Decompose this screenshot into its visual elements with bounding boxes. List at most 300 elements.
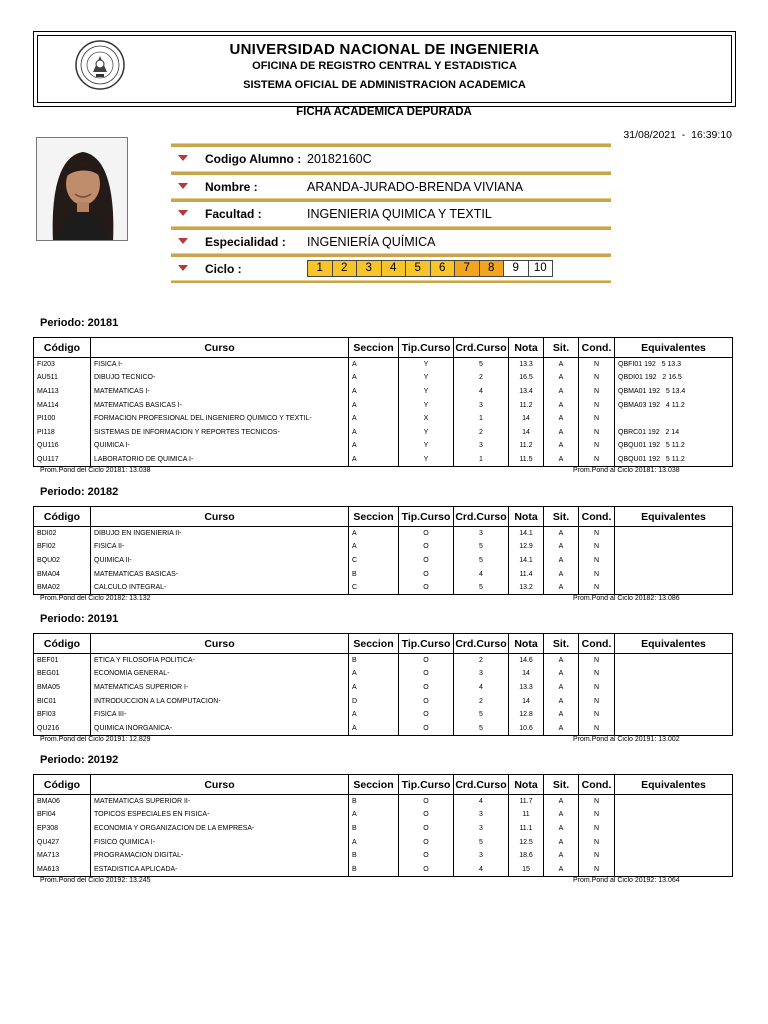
condicion-cell: N: [579, 667, 615, 681]
nota-cell: 13.3: [509, 681, 544, 695]
seccion-cell: A: [349, 835, 399, 849]
codigo-cell: BQU02: [34, 554, 91, 568]
equivalentes-cell: [615, 849, 733, 863]
equivalentes-cell: QBQU01 192 5 11.2: [615, 439, 733, 453]
table-row: [34, 398, 733, 412]
tipo-header: Tip.Curso: [399, 338, 454, 358]
nota-cell: 12.5: [509, 835, 544, 849]
codigo-cell: BFI04: [34, 808, 91, 822]
codigo-cell: BMA05: [34, 681, 91, 695]
condicion-header: Cond.: [579, 507, 615, 527]
seccion-header: Seccion: [349, 338, 399, 358]
ciclo-label: Ciclo :: [205, 262, 242, 276]
tipo-header: Tip.Curso: [399, 775, 454, 795]
tipo-cell: Y: [399, 439, 454, 453]
situacion-cell: A: [544, 540, 579, 554]
tipo-cell: O: [399, 835, 454, 849]
triangle-bullet-icon: [178, 155, 188, 161]
situacion-cell: A: [544, 822, 579, 836]
tipo-cell: Y: [399, 453, 454, 467]
nota-cell: 18.6: [509, 849, 544, 863]
grades-table: [33, 506, 733, 595]
curso-cell: FORMACION PROFESIONAL DEL INGENIERO QUIMICO Y TEXTIL-: [91, 412, 349, 426]
condicion-cell: N: [579, 358, 615, 372]
situacion-header: Sit.: [544, 507, 579, 527]
tipo-header: Tip.Curso: [399, 507, 454, 527]
condicion-cell: N: [579, 385, 615, 399]
table-row: [34, 822, 733, 836]
creditos-cell: 4: [454, 795, 509, 809]
grades-table: [33, 633, 733, 736]
situacion-cell: A: [544, 721, 579, 735]
ciclo-box: 2: [332, 260, 358, 277]
curso-cell: QUIMICA I-: [91, 439, 349, 453]
codigo-cell: MA114: [34, 398, 91, 412]
creditos-cell: 4: [454, 862, 509, 876]
seccion-cell: B: [349, 567, 399, 581]
condicion-cell: N: [579, 540, 615, 554]
table-header-row: [34, 634, 733, 654]
codigo-header: Código: [34, 634, 91, 654]
facultad-label: Facultad :: [205, 207, 262, 221]
equivalentes-cell: [615, 554, 733, 568]
table-row: [34, 849, 733, 863]
situacion-cell: A: [544, 694, 579, 708]
ciclo-box: 1: [307, 260, 333, 277]
curso-cell: FISICA II-: [91, 540, 349, 554]
report-datetime: 31/08/2021 - 16:39:10: [623, 129, 732, 141]
curso-cell: ECONOMIA Y ORGANIZACION DE LA EMPRESA-: [91, 822, 349, 836]
situacion-cell: A: [544, 581, 579, 595]
creditos-cell: 1: [454, 453, 509, 467]
situacion-header: Sit.: [544, 338, 579, 358]
seccion-cell: C: [349, 581, 399, 595]
codigo-cell: PI118: [34, 425, 91, 439]
nombre-value: ARANDA-JURADO-BRENDA VIVIANA: [307, 179, 524, 194]
seccion-cell: A: [349, 527, 399, 541]
office-name: OFICINA DE REGISTRO CENTRAL Y ESTADISTICA: [252, 60, 517, 72]
nota-cell: 14: [509, 694, 544, 708]
codigo-cell: EP308: [34, 822, 91, 836]
student-portrait-icon: [37, 138, 128, 241]
especialidad-row: [171, 226, 611, 254]
ciclo-box: 5: [405, 260, 431, 277]
ciclo-box: 9: [503, 260, 529, 277]
nota-cell: 10.6: [509, 721, 544, 735]
seccion-cell: A: [349, 540, 399, 554]
condicion-cell: N: [579, 554, 615, 568]
curso-cell: TOPICOS ESPECIALES EN FISICA-: [91, 808, 349, 822]
tipo-cell: O: [399, 567, 454, 581]
curso-cell: CALCULO INTEGRAL-: [91, 581, 349, 595]
creditos-cell: 3: [454, 439, 509, 453]
table-header-row: [34, 338, 733, 358]
table-row: [34, 721, 733, 735]
situacion-cell: A: [544, 654, 579, 668]
nota-header: Nota: [509, 634, 544, 654]
nota-cell: 13.2: [509, 581, 544, 595]
situacion-cell: A: [544, 527, 579, 541]
seccion-cell: A: [349, 721, 399, 735]
codigo-cell: QU216: [34, 721, 91, 735]
condicion-header: Cond.: [579, 775, 615, 795]
table-header-row: [34, 507, 733, 527]
curso-cell: ESTADISTICA APLICADA-: [91, 862, 349, 876]
situacion-cell: A: [544, 708, 579, 722]
creditos-cell: 2: [454, 694, 509, 708]
table-row: [34, 835, 733, 849]
nota-header: Nota: [509, 338, 544, 358]
nota-cell: 12.9: [509, 540, 544, 554]
seccion-cell: A: [349, 385, 399, 399]
nota-cell: 11.5: [509, 453, 544, 467]
table-row: [34, 567, 733, 581]
table-row: [34, 694, 733, 708]
ciclo-box: 10: [528, 260, 554, 277]
curso-header: Curso: [91, 775, 349, 795]
period-title: Periodo: 20182: [40, 486, 119, 498]
creditos-cell: 5: [454, 581, 509, 595]
equivalentes-header: Equivalentes: [615, 775, 733, 795]
cumulative-weighted-average: Prom.Pond al Ciclo 20181: 13.038: [573, 466, 680, 474]
condicion-cell: N: [579, 453, 615, 467]
tipo-cell: O: [399, 822, 454, 836]
condicion-cell: N: [579, 708, 615, 722]
equivalentes-cell: QBQU01 192 5 11.2: [615, 453, 733, 467]
curso-cell: MATEMATICAS SUPERIOR I-: [91, 681, 349, 695]
seccion-cell: A: [349, 808, 399, 822]
seccion-cell: A: [349, 358, 399, 372]
ciclo-box: 4: [381, 260, 407, 277]
situacion-cell: A: [544, 567, 579, 581]
nota-cell: 11.2: [509, 398, 544, 412]
cycle-weighted-average: Prom.Pond del Ciclo 20182: 13.132: [40, 595, 151, 602]
university-name: UNIVERSIDAD NACIONAL DE INGENIERIA: [229, 41, 540, 58]
curso-cell: MATEMATICAS SUPERIOR II-: [91, 795, 349, 809]
nota-cell: 11.1: [509, 822, 544, 836]
codigo-row: [171, 143, 611, 171]
condicion-cell: N: [579, 721, 615, 735]
situacion-header: Sit.: [544, 634, 579, 654]
creditos-cell: 5: [454, 721, 509, 735]
condicion-header: Cond.: [579, 338, 615, 358]
nota-cell: 15: [509, 862, 544, 876]
codigo-header: Código: [34, 507, 91, 527]
situacion-cell: A: [544, 554, 579, 568]
situacion-cell: A: [544, 849, 579, 863]
codigo-cell: BMA06: [34, 795, 91, 809]
creditos-header: Crd.Curso: [454, 338, 509, 358]
info-divider: [171, 280, 611, 283]
nombre-row: [171, 171, 611, 199]
codigo-cell: AU511: [34, 371, 91, 385]
tipo-cell: Y: [399, 385, 454, 399]
codigo-cell: MA113: [34, 385, 91, 399]
nota-cell: 14.1: [509, 527, 544, 541]
codigo-cell: BFI02: [34, 540, 91, 554]
tipo-cell: O: [399, 694, 454, 708]
table-row: [34, 581, 733, 595]
system-name: SISTEMA OFICIAL DE ADMINISTRACION ACADEMICA: [243, 79, 526, 91]
codigo-header: Código: [34, 775, 91, 795]
triangle-bullet-icon: [178, 183, 188, 189]
curso-cell: FISICO QUIMICA I-: [91, 835, 349, 849]
ciclo-box: 7: [454, 260, 480, 277]
codigo-cell: PI100: [34, 412, 91, 426]
equivalentes-cell: [615, 862, 733, 876]
tipo-cell: O: [399, 581, 454, 595]
header-box: [33, 31, 736, 107]
triangle-bullet-icon: [178, 238, 188, 244]
equivalentes-cell: [615, 681, 733, 695]
curso-cell: ETICA Y FILOSOFIA POLITICA-: [91, 654, 349, 668]
nombre-label: Nombre :: [205, 179, 258, 194]
period-title: Periodo: 20181: [40, 317, 119, 329]
nota-cell: 11.7: [509, 795, 544, 809]
tipo-cell: O: [399, 708, 454, 722]
ciclo-box: 3: [356, 260, 382, 277]
table-row: [34, 708, 733, 722]
codigo-value: 20182160C: [307, 152, 372, 166]
equivalentes-cell: QBFI01 192 5 13.3: [615, 358, 733, 372]
condicion-cell: N: [579, 567, 615, 581]
student-info: [171, 143, 611, 281]
condicion-cell: N: [579, 527, 615, 541]
table-row: [34, 654, 733, 668]
situacion-cell: A: [544, 385, 579, 399]
seccion-cell: B: [349, 822, 399, 836]
creditos-cell: 1: [454, 412, 509, 426]
tipo-cell: O: [399, 795, 454, 809]
table-row: [34, 385, 733, 399]
curso-cell: SISTEMAS DE INFORMACION Y REPORTES TECNICOS-: [91, 425, 349, 439]
ciclo-indicator: [307, 260, 552, 277]
creditos-cell: 5: [454, 554, 509, 568]
table-row: [34, 453, 733, 467]
student-photo: [36, 137, 128, 241]
creditos-cell: 2: [454, 425, 509, 439]
seccion-cell: B: [349, 795, 399, 809]
equivalentes-cell: [615, 412, 733, 426]
cumulative-weighted-average: Prom.Pond al Ciclo 20182: 13.086: [573, 595, 680, 602]
triangle-bullet-icon: [178, 265, 188, 271]
tipo-cell: O: [399, 527, 454, 541]
curso-header: Curso: [91, 338, 349, 358]
curso-cell: MATEMATICAS I-: [91, 385, 349, 399]
seccion-header: Seccion: [349, 507, 399, 527]
ciclo-box: 6: [430, 260, 456, 277]
condicion-cell: N: [579, 822, 615, 836]
seccion-cell: B: [349, 654, 399, 668]
creditos-cell: 5: [454, 358, 509, 372]
seccion-cell: A: [349, 398, 399, 412]
creditos-cell: 2: [454, 654, 509, 668]
codigo-cell: BMA04: [34, 567, 91, 581]
seccion-cell: C: [349, 554, 399, 568]
equivalentes-cell: QBMA03 192 4 11.2: [615, 398, 733, 412]
nota-cell: 12.8: [509, 708, 544, 722]
curso-header: Curso: [91, 634, 349, 654]
equivalentes-cell: [615, 835, 733, 849]
creditos-cell: 3: [454, 398, 509, 412]
nota-cell: 14: [509, 412, 544, 426]
creditos-cell: 4: [454, 567, 509, 581]
tipo-cell: Y: [399, 425, 454, 439]
table-row: [34, 681, 733, 695]
seccion-cell: D: [349, 694, 399, 708]
condicion-cell: N: [579, 439, 615, 453]
equivalentes-cell: [615, 654, 733, 668]
seccion-cell: B: [349, 862, 399, 876]
table-row: [34, 540, 733, 554]
tipo-cell: Y: [399, 371, 454, 385]
codigo-cell: QU116: [34, 439, 91, 453]
table-row: [34, 862, 733, 876]
creditos-cell: 3: [454, 527, 509, 541]
equivalentes-cell: [615, 667, 733, 681]
tipo-cell: Y: [399, 358, 454, 372]
grades-table: [33, 337, 733, 467]
condicion-cell: N: [579, 795, 615, 809]
codigo-cell: BFI03: [34, 708, 91, 722]
table-header-row: [34, 775, 733, 795]
condicion-cell: N: [579, 849, 615, 863]
codigo-cell: MA613: [34, 862, 91, 876]
creditos-cell: 5: [454, 540, 509, 554]
tipo-cell: Y: [399, 398, 454, 412]
codigo-cell: MA713: [34, 849, 91, 863]
situacion-cell: A: [544, 808, 579, 822]
codigo-cell: BEF01: [34, 654, 91, 668]
condicion-cell: N: [579, 862, 615, 876]
nota-cell: 14.6: [509, 654, 544, 668]
creditos-cell: 4: [454, 385, 509, 399]
seccion-cell: B: [349, 849, 399, 863]
seccion-cell: A: [349, 412, 399, 426]
codigo-cell: BEG01: [34, 667, 91, 681]
table-row: [34, 358, 733, 372]
equivalentes-cell: QBDI01 192 2 16.5: [615, 371, 733, 385]
equivalentes-header: Equivalentes: [615, 507, 733, 527]
facultad-row: [171, 198, 611, 226]
curso-cell: QUIMICA II-: [91, 554, 349, 568]
period-title: Periodo: 20191: [40, 613, 119, 625]
curso-cell: MATEMATICAS BASICAS I-: [91, 398, 349, 412]
table-row: [34, 795, 733, 809]
grades-table: [33, 774, 733, 877]
equivalentes-header: Equivalentes: [615, 338, 733, 358]
situacion-cell: A: [544, 453, 579, 467]
nota-cell: 11.2: [509, 439, 544, 453]
tipo-cell: O: [399, 667, 454, 681]
creditos-cell: 3: [454, 808, 509, 822]
nota-cell: 11: [509, 808, 544, 822]
table-row: [34, 439, 733, 453]
ciclo-row: [171, 253, 611, 281]
creditos-header: Crd.Curso: [454, 507, 509, 527]
cumulative-weighted-average: Prom.Pond al Ciclo 20192: 13.064: [573, 876, 680, 884]
curso-cell: QUIMICA INORGANICA-: [91, 721, 349, 735]
curso-cell: PROGRAMACION DIGITAL-: [91, 849, 349, 863]
table-row: [34, 554, 733, 568]
nota-cell: 14: [509, 667, 544, 681]
codigo-cell: BDI02: [34, 527, 91, 541]
curso-cell: DIBUJO EN INGENIERIA II-: [91, 527, 349, 541]
seccion-cell: A: [349, 681, 399, 695]
seccion-header: Seccion: [349, 634, 399, 654]
nota-cell: 13.3: [509, 358, 544, 372]
situacion-cell: A: [544, 681, 579, 695]
equivalentes-cell: QBMA01 192 5 13.4: [615, 385, 733, 399]
document-title: FICHA ACADEMICA DEPURADA: [296, 106, 472, 118]
period-title: Periodo: 20192: [40, 754, 119, 766]
equivalentes-cell: [615, 795, 733, 809]
equivalentes-cell: [615, 567, 733, 581]
condicion-cell: N: [579, 808, 615, 822]
curso-cell: INTRODUCCION A LA COMPUTACION-: [91, 694, 349, 708]
creditos-cell: 2: [454, 371, 509, 385]
codigo-cell: BMA02: [34, 581, 91, 595]
nota-cell: 11.4: [509, 567, 544, 581]
curso-header: Curso: [91, 507, 349, 527]
table-row: [34, 371, 733, 385]
condicion-cell: N: [579, 412, 615, 426]
seccion-cell: A: [349, 425, 399, 439]
creditos-cell: 5: [454, 835, 509, 849]
equivalentes-cell: [615, 527, 733, 541]
condicion-cell: N: [579, 654, 615, 668]
cycle-weighted-average: Prom.Pond del Ciclo 20192: 13.245: [40, 876, 151, 884]
curso-cell: MATEMATICAS BASICAS-: [91, 567, 349, 581]
creditos-cell: 3: [454, 822, 509, 836]
curso-cell: ECONOMIA GENERAL-: [91, 667, 349, 681]
cycle-weighted-average: Prom.Pond del Ciclo 20191: 12.829: [40, 735, 151, 743]
nota-cell: 13.4: [509, 385, 544, 399]
situacion-cell: A: [544, 371, 579, 385]
situacion-cell: A: [544, 425, 579, 439]
table-row: [34, 527, 733, 541]
seccion-cell: A: [349, 453, 399, 467]
creditos-cell: 3: [454, 849, 509, 863]
tipo-cell: O: [399, 849, 454, 863]
equivalentes-cell: [615, 540, 733, 554]
situacion-cell: A: [544, 667, 579, 681]
condicion-cell: N: [579, 694, 615, 708]
tipo-cell: O: [399, 554, 454, 568]
condicion-header: Cond.: [579, 634, 615, 654]
equivalentes-cell: [615, 822, 733, 836]
situacion-cell: A: [544, 398, 579, 412]
condicion-cell: N: [579, 835, 615, 849]
equivalentes-header: Equivalentes: [615, 634, 733, 654]
equivalentes-cell: [615, 708, 733, 722]
situacion-cell: A: [544, 862, 579, 876]
situacion-header: Sit.: [544, 775, 579, 795]
codigo-cell: QU117: [34, 453, 91, 467]
equivalentes-cell: [615, 721, 733, 735]
creditos-cell: 4: [454, 681, 509, 695]
creditos-header: Crd.Curso: [454, 775, 509, 795]
condicion-cell: N: [579, 681, 615, 695]
tipo-cell: O: [399, 808, 454, 822]
seccion-cell: A: [349, 439, 399, 453]
nota-cell: 16.5: [509, 371, 544, 385]
seccion-cell: A: [349, 667, 399, 681]
nota-cell: 14.1: [509, 554, 544, 568]
nota-header: Nota: [509, 775, 544, 795]
seccion-cell: A: [349, 371, 399, 385]
codigo-cell: QU427: [34, 835, 91, 849]
